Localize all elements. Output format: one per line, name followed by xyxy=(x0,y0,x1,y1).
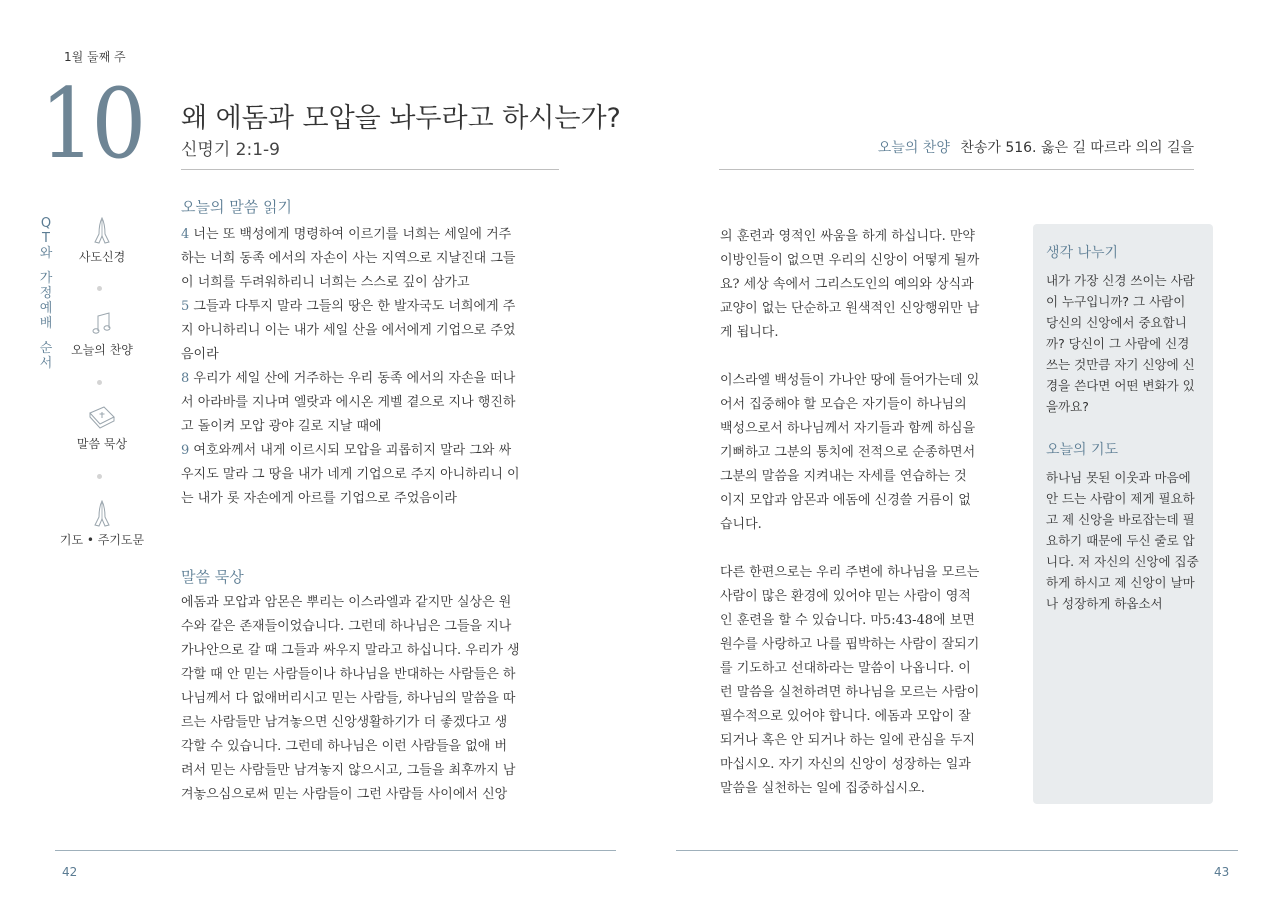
verse-number: 4 xyxy=(181,227,190,242)
verse xyxy=(181,439,561,511)
header-divider-left xyxy=(181,169,559,170)
verse xyxy=(181,295,561,367)
text-line: 니다. 저 자신의 신앙에 집중 xyxy=(1046,554,1199,569)
reading-heading: 오늘의 말씀 읽기 xyxy=(181,198,292,216)
text-line: 에돔과 모압과 암몬은 뿌리는 이스라엘과 같지만 실상은 원 xyxy=(181,595,512,610)
text-line: 이스라엘 백성들이 가나안 땅에 들어가는데 있 xyxy=(720,373,980,388)
verse-line: 고 돌이켜 모압 광야 길로 지날 때에 xyxy=(181,419,382,434)
nav-apostles-creed xyxy=(57,216,147,265)
verse-line: 서 아라바를 지나며 엘랏과 에시온 게벨 곁으로 지나 행진하 xyxy=(181,395,516,410)
text-line: 을까요? xyxy=(1046,399,1089,414)
praying-hands-icon xyxy=(89,216,115,246)
text-line: 그분의 말씀을 지켜내는 자세를 연습하는 것 xyxy=(720,469,967,484)
paragraph xyxy=(720,561,1015,801)
nav-separator xyxy=(97,286,102,291)
nav-label: 기도 • 주기도문 xyxy=(59,533,145,547)
text-line: 요? 세상 속에서 그리스도인의 예의와 상식과 xyxy=(720,277,974,292)
text-line: 각할 수 있습니다. 그런데 하나님은 이런 사람들을 없애 버 xyxy=(181,739,508,754)
nav-label: 오늘의 찬양 xyxy=(71,343,133,357)
verse-line: 이 너희를 두려워하리니 너희는 스스로 깊이 삼가고 xyxy=(181,275,470,290)
scripture-reference: 신명기 2:1-9 xyxy=(181,140,280,160)
text-line: 당신의 신앙에서 중요합니 xyxy=(1046,315,1187,330)
text-line: 하나님 못된 이웃과 마음에 xyxy=(1046,470,1191,485)
meditation-continuation xyxy=(720,225,1015,801)
text-line: 수와 같은 존재들이었습니다. 그런데 하나님은 그들을 지나 xyxy=(181,619,512,634)
vlabel-char: 서 xyxy=(39,356,53,371)
vlabel-char: T xyxy=(42,231,50,246)
verse-number: 9 xyxy=(181,443,190,458)
vlabel-char: 예 xyxy=(39,301,53,316)
todays-hymn xyxy=(878,137,1194,157)
day-number: 10 xyxy=(40,68,143,180)
vlabel-char: Q xyxy=(40,216,52,231)
text-line: 이방인들이 없으면 우리의 신앙이 어떻게 될까 xyxy=(720,253,980,268)
header-divider-right xyxy=(719,169,1194,170)
text-line: 기뻐하고 그분의 통치에 전적으로 순종하면서 xyxy=(720,445,976,460)
text-line: 쓰는 것만큼 자기 신앙에 신 xyxy=(1046,357,1195,372)
text-line: 요하기 때문에 두신 줄로 압 xyxy=(1046,533,1195,548)
hymn-value: 찬송가 516. 옳은 길 따르라 의의 길을 xyxy=(960,140,1194,156)
vlabel-char: 와 xyxy=(39,246,53,261)
nav-separator xyxy=(97,380,102,385)
text-line: 교양이 없는 단순하고 원색적인 신앙행위만 남 xyxy=(720,301,980,316)
text-line: 인 훈련을 할 수 있습니다. 마5:43-48에 보면 xyxy=(720,613,975,628)
hymn-label: 오늘의 찬양 xyxy=(877,140,950,156)
text-line: 의 훈련과 영적인 싸움을 하게 하십니다. 만약 xyxy=(720,229,975,244)
verse-line: 우지도 말라 그 땅을 내가 네게 기업으로 주지 아니하리니 이 xyxy=(181,467,520,482)
verse-line: 하는 너희 동족 에서의 자손이 사는 지역으로 지날진대 그들 xyxy=(181,251,516,266)
text-line: 를 기도하고 선대하라는 말씀이 나옵니다. 이 xyxy=(720,661,971,676)
text-line: 이지 모압과 암몬과 에돔에 신경쓸 거름이 없 xyxy=(720,493,971,508)
verse-line: 는 내가 롯 자손에게 아르를 기업으로 주었음이라 xyxy=(181,491,457,506)
music-note-icon xyxy=(89,309,115,339)
text-line: 나님께서 다 없애버리시고 믿는 사람들, 하나님의 말씀을 따 xyxy=(181,691,516,706)
text-line: 되거나 혹은 안 되거나 하는 일에 관심을 두지 xyxy=(720,733,975,748)
nav-separator xyxy=(97,474,102,479)
page-number-right: 43 xyxy=(1214,865,1230,879)
text-line: 필수적으로 있어야 합니다. 에돔과 모압이 잘 xyxy=(720,709,971,724)
praying-hands-icon xyxy=(89,499,115,529)
meditation-heading: 말씀 묵상 xyxy=(181,568,244,586)
text-line: 내가 가장 신경 쓰이는 사람 xyxy=(1046,273,1195,288)
text-line: 각할 때 안 믿는 사람들이나 하나님을 반대하는 사람들은 하 xyxy=(181,667,516,682)
nav-todays-hymn xyxy=(57,309,147,358)
text-line: 경을 쓴다면 어떤 변화가 있 xyxy=(1046,378,1195,393)
vlabel-char: 정 xyxy=(39,286,53,301)
text-line: 르는 사람들만 남겨놓으면 신앙생활하기가 더 좋겠다고 생 xyxy=(181,715,508,730)
share-heading: 생각 나누기 xyxy=(1046,245,1119,261)
vlabel-char: 순 xyxy=(39,341,53,356)
reflection-sidebar xyxy=(1033,224,1213,804)
text-line: 나 성장하게 하옵소서 xyxy=(1046,596,1163,611)
nav-label: 사도신경 xyxy=(78,250,126,264)
text-line: 가나안으로 갈 때 그들과 싸우지 말라고 하십니다. 우리가 생 xyxy=(181,643,520,658)
page-number-left: 42 xyxy=(62,865,78,879)
text-line: 려서 믿는 사람들만 남겨놓지 않으시고, 그들을 최후까지 남 xyxy=(181,763,516,778)
text-line: 겨놓으심으로써 믿는 사람들이 그런 사람들 사이에서 신앙 xyxy=(181,787,508,802)
scripture-reading xyxy=(181,223,561,511)
qt-worship-order-label xyxy=(38,216,54,371)
vlabel-char: 배 xyxy=(39,316,53,331)
text-line: 고 제 신앙을 바로잡는데 필 xyxy=(1046,512,1195,527)
text-line: 어서 집중해야 할 모습은 자기들이 하나님의 xyxy=(720,397,967,412)
verse-line: 그들과 다투지 말라 그들의 땅은 한 발자국도 너희에게 주 xyxy=(193,299,516,314)
text-line: 습니다. xyxy=(720,517,762,532)
text-line: 안 드는 사람이 제게 필요하 xyxy=(1046,491,1195,506)
meditation-text xyxy=(181,591,561,807)
bible-book-icon xyxy=(86,403,118,433)
verse-line: 우리가 세일 산에 거주하는 우리 동족 에서의 자손을 떠나 xyxy=(193,371,516,386)
page-title: 왜 에돔과 모압을 놔두라고 하시는가? xyxy=(181,103,621,134)
verse xyxy=(181,223,561,295)
footer-rule-right xyxy=(676,850,1238,851)
text-line: 까? 당신이 그 사람에 신경 xyxy=(1046,336,1190,351)
text-line: 다른 한편으로는 우리 주변에 하나님을 모르는 xyxy=(720,565,980,580)
vlabel-char: 가 xyxy=(39,271,53,286)
nav-word-meditation xyxy=(57,403,147,452)
verse-line: 음이라 xyxy=(181,347,219,362)
text-line: 사람이 많은 환경에 있어야 믿는 사람이 영적 xyxy=(720,589,971,604)
text-line: 런 말씀을 실천하려면 하나님을 모르는 사람이 xyxy=(720,685,980,700)
week-label: 1월 둘째 주 xyxy=(64,50,126,64)
paragraph xyxy=(720,225,1015,345)
nav-prayer-lords-prayer xyxy=(57,499,147,548)
verse-line: 지 아니하리니 이는 내가 세일 산을 에서에게 기업으로 주었 xyxy=(181,323,516,338)
prayer-heading: 오늘의 기도 xyxy=(1046,442,1119,458)
text-line: 백성으로서 하나님께서 자기들과 함께 하심을 xyxy=(720,421,976,436)
text-line: 원수를 사랑하고 나를 핍박하는 사람이 잘되기 xyxy=(720,637,980,652)
footer-rule-left xyxy=(55,850,616,851)
verse-line: 여호와께서 내게 이르시되 모압을 괴롭히지 말라 그와 싸 xyxy=(193,443,512,458)
text-line: 마십시오. 자기 자신의 신앙이 성장하는 일과 xyxy=(720,757,971,772)
verse-number: 8 xyxy=(181,371,190,386)
text-line: 말씀을 실천하는 일에 집중하십시오. xyxy=(720,781,925,796)
paragraph xyxy=(720,369,1015,537)
verse-number: 5 xyxy=(181,299,190,314)
text-line: 이 누구입니까? 그 사람이 xyxy=(1046,294,1186,309)
text-line: 게 됩니다. xyxy=(720,325,779,340)
text-line: 하게 하시고 제 신앙이 날마 xyxy=(1046,575,1195,590)
verse-line: 너는 또 백성에게 명령하여 이르기를 너희는 세일에 거주 xyxy=(193,227,512,242)
verse xyxy=(181,367,561,439)
nav-label: 말씀 묵상 xyxy=(76,437,128,451)
